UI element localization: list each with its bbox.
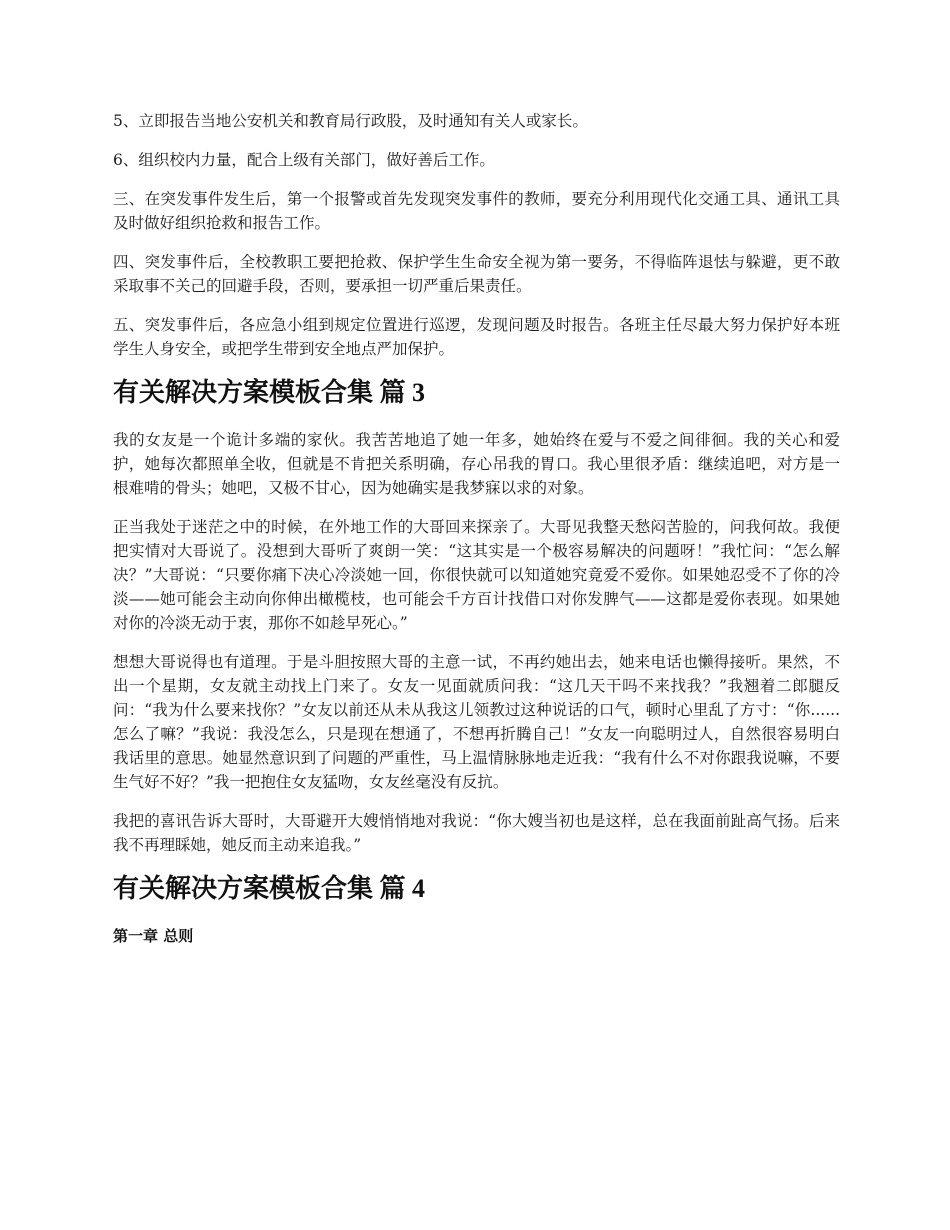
heading-part-4: 有关解决方案模板合集 篇 4 [113,874,426,903]
document-page [113,109,840,948]
paragraph-section-three: 三、在突发事件发生后，第一个报警或首先发现突发事件的教师，要充分利用现代化交通工具、通讯工具及时做好组织抢救和报告工作。 [113,190,840,232]
paragraph-part3-3: 想想大哥说得也有道理。于是斗胆按照大哥的主意一试，不再约她出去，她来电话也懒得接听。果然，不出一个星期，女友就主动找上门来了。女友一见面就质问我：“这几天干吗不来找我？”我翘着二郎腿反问：“我为什么要来找你？”女友以前还从未从我这儿领教过这种说话的口气，顿时心里乱了方寸：“你......怎么了嘛？”我说：我没怎么，只是现在想通了，不想再折腾自己！”女友一向聪明过人，自然很容易明白我话里的意思。她显然意识到了问题的严重性，马上温情脉脉地走近我：“我有什么不对你跟我说嘛，不要生气好不好？”我一把抱住女友猛吻，女友丝毫没有反抗。 [113,653,840,791]
paragraph-section-five: 五、突发事件后，各应急小组到规定位置进行巡逻，发现问题及时报告。各班主任尽最大努力保护好本班学生人身安全，或把学生带到安全地点严加保护。 [113,316,840,358]
heading-part-3: 有关解决方案模板合集 篇 3 [113,378,426,407]
paragraph-section-four: 四、突发事件后，全校教职工要把抢救、保护学生生命安全视为第一要务，不得临阵退怯与躲避，更不敢采取事不关己的回避手段，否则，要承担一切严重后果责任。 [113,253,840,295]
paragraph-part3-2: 正当我处于迷茫之中的时候，在外地工作的大哥回来探亲了。大哥见我整天愁闷苦脸的，问我何故。我便把实情对大哥说了。没想到大哥听了爽朗一笑：“这其实是一个极容易解决的问题呀！”我忙问：“怎么解决？”大哥说：“只要你痛下决心冷淡她一回，你很快就可以知道她究竟爱不爱你。如果她忍受不了你的冷淡——她可能会主动向你伸出橄榄枝，也可能会千方百计找借口对你发脾气——这都是爱你表现。如果她对你的冷淡无动于衷，那你不如趁早死心。” [113,518,840,632]
paragraph-item-5: 5、立即报告当地公安机关和教育局行政股，及时通知有关人或家长。 [113,112,588,130]
paragraph-part3-1: 我的女友是一个诡计多端的家伙。我苦苦地追了她一年多，她始终在爱与不爱之间徘徊。我的关心和爱护，她每次都照单全收，但就是不肯把关系明确，存心吊我的胃口。我心里很矛盾：继续追吧，对方是一根难啃的骨头；她吧，又极不甘心，因为她确实是我梦寐以求的对象。 [113,431,840,497]
chapter-heading: 第一章 总则 [113,927,194,945]
paragraph-part3-4: 我把的喜讯告诉大哥时，大哥避开大嫂悄悄地对我说：“你大嫂当初也是这样，总在我面前趾高气扬。后来我不再理睬她，她反而主动来追我。” [113,812,840,854]
paragraph-item-6: 6、组织校内力量，配合上级有关部门，做好善后工作。 [113,151,495,169]
